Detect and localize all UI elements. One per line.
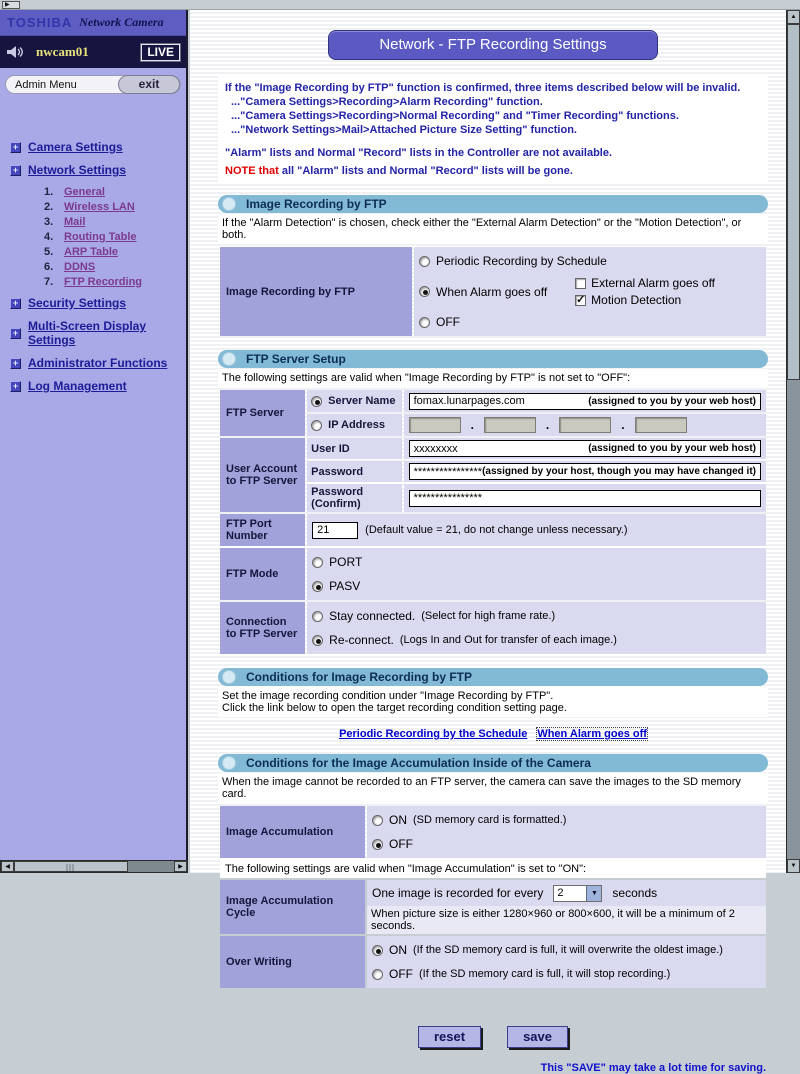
sidebar-item-log-management[interactable]: + Log Management: [10, 379, 186, 393]
option-when-alarm: When Alarm goes off External Alarm goes off ✓ Motion Detection: [419, 273, 761, 310]
row-label: Connection to FTP Server: [220, 602, 305, 654]
row-label: FTP Server: [220, 390, 305, 436]
option-port-mode: PORT: [312, 550, 761, 574]
row-label: FTP Mode: [220, 548, 305, 600]
option-overwrite-on: ON (If the SD memory card is full, it will overwrite the oldest image.): [372, 938, 761, 962]
horizontal-scrollbar-track[interactable]: [128, 861, 174, 872]
section-bullet-icon: [222, 670, 236, 684]
ip-octet-1-input[interactable]: [409, 417, 461, 433]
link-periodic-recording-schedule[interactable]: Periodic Recording by the Schedule: [339, 728, 528, 740]
plus-icon[interactable]: +: [10, 165, 21, 176]
row-label: Image Recording by FTP: [220, 247, 412, 336]
cycle-select[interactable]: 2 ▼: [553, 885, 602, 902]
row-label: FTP Port Number: [220, 514, 305, 546]
speaker-icon: [6, 44, 26, 60]
section-bullet-icon: [222, 197, 236, 211]
admin-menu-label: Admin Menu: [15, 78, 77, 91]
section-header-image-accumulation: Conditions for the Image Accumulation Inside of the Camera: [218, 754, 768, 772]
collapse-toolbar-button[interactable]: [2, 1, 20, 9]
radio-stay-connected[interactable]: [312, 611, 323, 622]
scroll-right-button[interactable]: [174, 861, 187, 872]
ip-address-group: . . .: [409, 417, 761, 433]
radio-overwrite-on[interactable]: [372, 945, 383, 956]
link-when-alarm-goes-off[interactable]: When Alarm goes off: [537, 728, 647, 740]
note-prefix: NOTE that: [225, 165, 279, 177]
page-title: Network - FTP Recording Settings: [328, 30, 658, 60]
row-label: Over Writing: [220, 936, 365, 988]
button-row: [218, 1026, 768, 1048]
option-pasv-mode: PASV: [312, 574, 761, 598]
option-server-name: Server Name: [311, 392, 397, 410]
row-label: Image Accumulation Cycle: [220, 880, 365, 934]
option-accumulation-on: ON (SD memory card is formatted.): [372, 808, 761, 832]
reset-button[interactable]: reset: [418, 1026, 481, 1048]
ip-octet-3-input[interactable]: [559, 417, 611, 433]
option-accumulation-off: OFF: [372, 832, 761, 856]
server-name-note: (assigned to you by your web host): [588, 395, 756, 407]
note-rest: all "Alarm" lists and Normal "Record" lists will be gone.: [278, 165, 573, 177]
section-bullet-icon: [222, 756, 236, 770]
radio-mode-pasv[interactable]: [312, 581, 323, 592]
camera-bar: [0, 36, 186, 68]
radio-periodic-recording[interactable]: [419, 256, 430, 267]
image-accumulation-table: [218, 804, 768, 990]
sidebar-item-network-settings[interactable]: + Network Settings: [10, 163, 186, 177]
radio-accumulation-on[interactable]: [372, 815, 383, 826]
sidebar-item-routing-table[interactable]: 4. Routing Table: [44, 231, 137, 243]
radio-ip-address[interactable]: [311, 420, 322, 431]
sidebar-item-arp-table[interactable]: 5. ARP Table: [44, 246, 118, 258]
network-submenu: [44, 186, 186, 288]
ip-octet-4-input[interactable]: [635, 417, 687, 433]
chevron-down-icon[interactable]: ▼: [586, 886, 601, 901]
toshiba-logo: TOSHIBA: [7, 15, 73, 30]
main-content: [190, 10, 786, 1074]
camera-name: nwcam01: [36, 44, 89, 59]
ftp-setup-table: FTP Server Server Name fomax.lunarpages.com (assigned to you by your web host) IP Address . . . User Account to FTP Server User ID xxxxxxxx (assigned to you by your web host) Password **************** (assigned by your host, though you may have changed it) Password (Confirm) **************** FTP Port Number 21 (Default value = 21, do not change unless necessary.) FTP Mode PORT PASV Connection to FTP Server Stay connected. (Select for high frame rate.) Re-connect. (Logs In and Out for transfer of each image.): [218, 388, 768, 656]
intro-line: If the "Image Recording by FTP" function is confirmed, three items described below will be invalid.: [225, 82, 741, 94]
option-re-connect: Re-connect. (Logs In and Out for transfer of each image.): [312, 628, 761, 652]
plus-icon[interactable]: +: [10, 358, 21, 369]
intro-line: "Alarm" lists and Normal "Record" lists in the Controller are not available.: [225, 147, 613, 159]
sidebar-item-ftp-recording[interactable]: 7. FTP Recording: [44, 276, 143, 288]
down-arrow-icon: ▼: [790, 863, 797, 869]
alarm-checkboxes: [575, 273, 715, 310]
plus-icon[interactable]: +: [10, 298, 21, 309]
option-motion-detection: ✓ Motion Detection: [576, 293, 682, 307]
user-id-input[interactable]: xxxxxxxx (assigned to you by your web host): [409, 440, 761, 457]
password-note: (assigned by your host, though you may have changed it): [482, 466, 756, 477]
section-header-ftp-setup: FTP Server Setup: [218, 350, 768, 368]
save-note: This "SAVE" may take a lot time for saving.: [540, 1062, 766, 1074]
section-desc: Set the image recording condition under "Image Recording by FTP". Click the link below to open the target recording condition setting page.: [218, 687, 768, 717]
password-confirm-input[interactable]: ****************: [409, 490, 761, 507]
radio-when-alarm[interactable]: [419, 286, 430, 297]
cycle-row: One image is recorded for every 2 ▼ seconds: [372, 886, 658, 900]
radio-recording-off[interactable]: [419, 317, 430, 328]
exit-button[interactable]: exit: [118, 75, 180, 94]
sidebar-nav: [0, 140, 186, 393]
sidebar-item-multi-screen-display-settings[interactable]: + Multi-Screen Display Settings: [10, 319, 186, 347]
sidebar-item-security-settings[interactable]: + Security Settings: [10, 296, 186, 310]
section-desc: When the image cannot be recorded to an FTP server, the camera can save the images to the SD memory card.: [218, 773, 768, 803]
product-name: Network Camera: [79, 15, 164, 29]
horizontal-scrollbar-thumb[interactable]: [14, 861, 128, 872]
row-label: User Account to FTP Server: [220, 438, 305, 512]
vertical-scrollbar-thumb[interactable]: [787, 24, 800, 380]
sidebar-item-camera-settings[interactable]: + Camera Settings: [10, 140, 186, 154]
radio-accumulation-off[interactable]: [372, 839, 383, 850]
option-periodic-recording: Periodic Recording by Schedule: [419, 249, 761, 273]
scroll-up-button[interactable]: [787, 10, 800, 24]
accumulation-valid-note: The following settings are valid when "Image Accumulation" is set to "ON":: [220, 860, 766, 878]
scroll-left-button[interactable]: [1, 861, 14, 872]
ftp-port-input[interactable]: 21: [312, 522, 358, 539]
radio-overwrite-off[interactable]: [372, 969, 383, 980]
sidebar: [0, 10, 188, 860]
plus-icon[interactable]: +: [10, 328, 21, 339]
section-desc: If the "Alarm Detection" is chosen, check either the "External Alarm Detection" or the "Motion Detection", or both.: [218, 214, 768, 244]
option-stay-connected: Stay connected. (Select for high frame rate.): [312, 604, 761, 628]
right-arrow-icon: ▶: [178, 864, 183, 870]
scrollbar-grip: [67, 864, 76, 871]
port-row: [312, 522, 761, 539]
user-id-note: (assigned to you by your web host): [588, 443, 756, 454]
checkbox-external-alarm[interactable]: [575, 278, 586, 289]
plus-icon[interactable]: +: [10, 142, 21, 153]
scroll-down-button[interactable]: [787, 859, 800, 873]
cycle-note: When picture size is either 1280×960 or 800×600, it will be a minimum of 2 seconds.: [367, 906, 766, 934]
section-header-image-recording: Image Recording by FTP: [218, 195, 768, 213]
server-name-input[interactable]: fomax.lunarpages.com (assigned to you by your web host): [409, 393, 761, 410]
intro-line: ..."Network Settings>Mail>Attached Picture Size Setting" function.: [231, 124, 577, 136]
option-external-alarm: External Alarm goes off: [575, 276, 715, 290]
plus-icon[interactable]: +: [10, 381, 21, 392]
radio-mode-port[interactable]: [312, 557, 323, 568]
top-strip: [0, 0, 800, 10]
left-arrow-icon: ◀: [5, 864, 10, 870]
checkbox-motion-detection[interactable]: [575, 295, 586, 306]
live-button[interactable]: LIVE: [141, 44, 180, 61]
option-ip-address: IP Address: [311, 416, 397, 434]
admin-menu-bar: [5, 75, 181, 94]
save-button[interactable]: save: [507, 1026, 568, 1048]
check-icon: ✓: [576, 293, 586, 306]
section-bullet-icon: [222, 352, 236, 366]
intro-text: [218, 76, 768, 183]
sidebar-item-administrator-functions[interactable]: + Administrator Functions: [10, 356, 186, 370]
vertical-scrollbar[interactable]: [786, 10, 800, 873]
sidebar-item-general[interactable]: 1. General: [44, 186, 105, 198]
sidebar-item-ddns[interactable]: 6. DDNS: [44, 261, 96, 273]
option-off: OFF: [419, 310, 761, 334]
row-label: Image Accumulation: [220, 806, 365, 858]
intro-note-line: [225, 164, 761, 178]
password-input[interactable]: **************** (assigned by your host, though you may have changed it): [409, 463, 761, 480]
play-icon: ▶: [5, 2, 10, 8]
option-overwrite-off: OFF (If the SD memory card is full, it will stop recording.): [372, 962, 761, 986]
radio-re-connect[interactable]: [312, 635, 323, 646]
intro-line: ..."Camera Settings>Recording>Normal Recording" and "Timer Recording" functions.: [231, 110, 679, 122]
horizontal-scrollbar[interactable]: [0, 860, 188, 873]
section-header-conditions-recording: Conditions for Image Recording by FTP: [218, 668, 768, 686]
up-arrow-icon: ▲: [790, 14, 797, 20]
port-note: (Default value = 21, do not change unless necessary.): [365, 524, 628, 536]
condition-links: [218, 724, 768, 742]
sidebar-item-wireless-lan[interactable]: 2. Wireless LAN: [44, 201, 135, 213]
section-desc: The following settings are valid when "Image Recording by FTP" is not set to "OFF":: [218, 369, 768, 387]
sidebar-item-mail[interactable]: 3. Mail: [44, 216, 86, 228]
image-recording-table: [218, 245, 768, 338]
ip-octet-2-input[interactable]: [484, 417, 536, 433]
intro-line: ..."Camera Settings>Recording>Alarm Recording" function.: [231, 96, 543, 108]
sidebar-header: [0, 10, 186, 36]
radio-server-name[interactable]: [311, 396, 322, 407]
